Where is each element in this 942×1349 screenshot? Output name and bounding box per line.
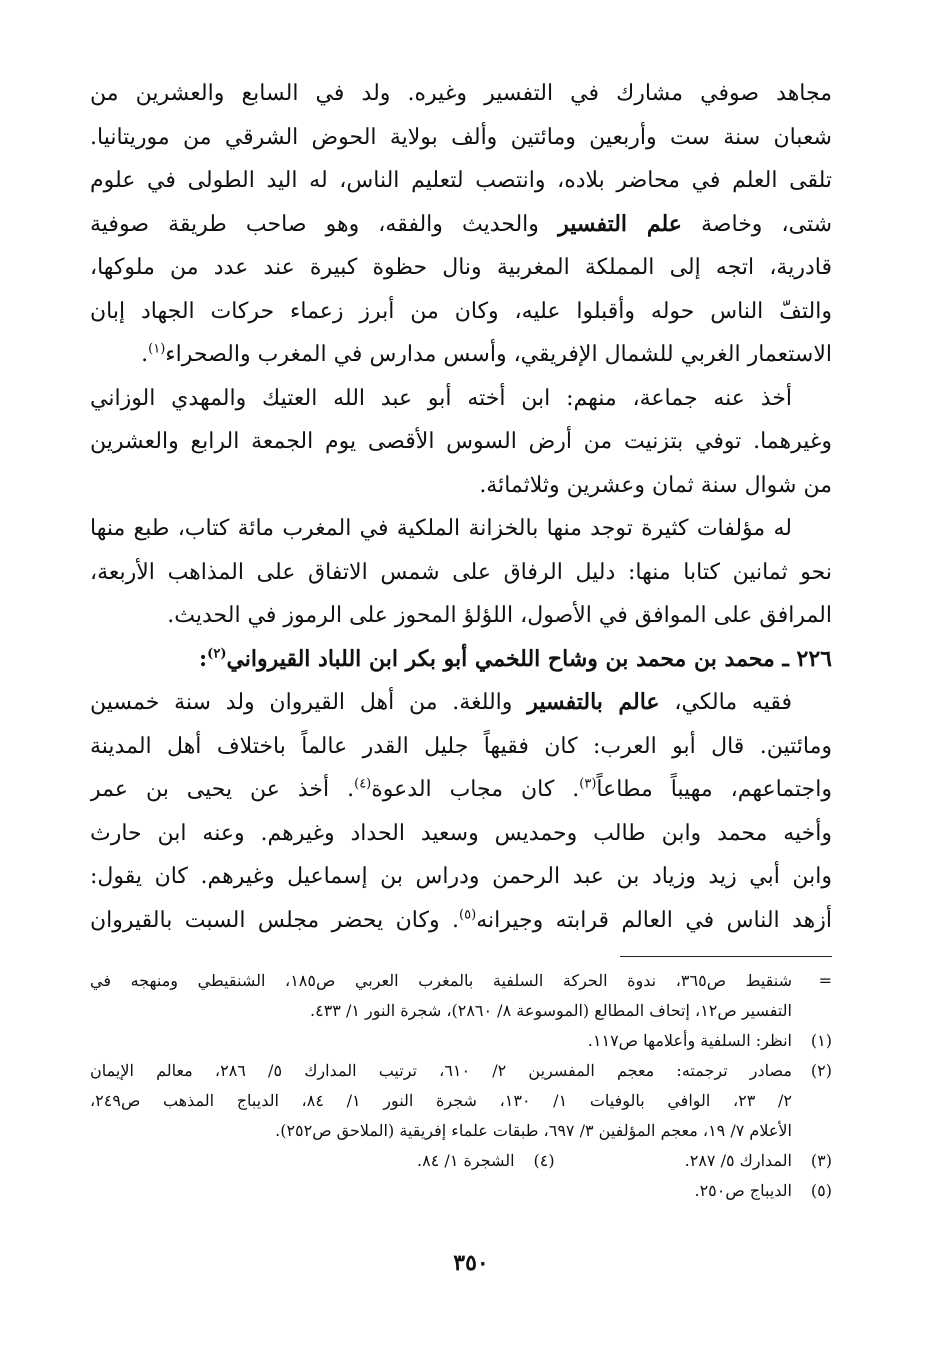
main-text xyxy=(90,72,832,942)
footnote-line: انظر: السلفية وأعلامها ص١١٧. xyxy=(587,1031,792,1050)
bold-term: عالم بالتفسير xyxy=(527,689,660,715)
footnote-ref: (٢) xyxy=(207,646,227,662)
footnote-text xyxy=(90,1176,792,1206)
text-line: وابن أبي زيد وزياد بن عبد الرحمن ودراس بن إسماعيل وغيرهم. كان يقول: xyxy=(90,864,832,889)
footnote-line: الديباج ص٢٥٠. xyxy=(694,1181,792,1200)
footnote-text: المدارك ٥/ ٢٨٧. xyxy=(684,1151,792,1170)
text-line: أخذ عنه جماعة، منهم: ابن أخته أبو عبد الله العتيك والمهدي الوزاني xyxy=(90,385,792,411)
footnote-marker: (٢) xyxy=(810,1061,832,1080)
footnote-ref: (٥) xyxy=(459,907,477,923)
text-span: . xyxy=(141,342,149,367)
footnote-marker: (٤) xyxy=(533,1151,555,1170)
text-line: مجاهد صوفي مشارك في التفسير وغيره. ولد في السابع والعشرين من xyxy=(90,81,832,106)
footnote-marker: (١) xyxy=(810,1031,832,1050)
text-line: ومائتين. قال أبو العرب: كان فقيهاً جليل القدر عالماً باختلاف أهل المدينة xyxy=(90,733,832,759)
text-span: فقيه مالكي، xyxy=(674,690,792,715)
footnote-divider xyxy=(620,956,832,957)
text-line xyxy=(90,203,832,247)
footnote-text xyxy=(90,1056,792,1146)
footnote-5 xyxy=(90,1176,832,1206)
text-line: المرافق على الموافق في الأصول، اللؤلؤ المحوز على الرموز في الحديث. xyxy=(167,603,832,628)
text-line xyxy=(90,681,832,725)
text-line: تلقى العلم في محاضر بلاده، وانتصب لتعليم الناس، له اليد الطولى في علوم xyxy=(90,168,832,193)
text-span: الاستعمار الغربي للشمال الإفريقي، وأسس مدارس في المغرب والصحراء xyxy=(165,342,832,367)
footnote-line: الأعلام ٧/ ١٩، معجم المؤلفين ٣/ ٦٩٧، طبقات علماء إفريقية (الملاحق ص٢٥٢). xyxy=(275,1121,792,1140)
footnote-line: مصادر ترجمته: معجم المفسرين ٢/ ٦١٠، ترتيب المدارك ٥/ ٢٨٦، معالم الإيمان xyxy=(90,1061,792,1080)
text-span: . وكان يحضر مجلس السبت بالقيروان xyxy=(90,907,460,933)
footnote-pair xyxy=(90,1146,832,1176)
text-line: والتفّ الناس حوله وأقبلوا عليه، وكان من أبرز زعماء حركات الجهاد إبان xyxy=(90,298,832,324)
text-span: واللغة. من أهل القيروان ولد سنة خمسين xyxy=(90,690,513,715)
text-line: نحو ثمانين كتابا منها: دليل الرفاق على شمس الاتفاق على المذاهب الأربعة، xyxy=(90,559,832,585)
footnote-1 xyxy=(90,1026,832,1056)
text-span: والحديث والفقه، وهو صاحب طريقة صوفية xyxy=(90,211,539,237)
footnote-ref: (٤) xyxy=(354,776,372,792)
text-line: شعبان سنة ست وأربعين ومائتين وألف بولاية الحوض الشرقي من موريتانيا. xyxy=(90,124,832,150)
footnote-line: شنقيط ص٣٦٥، ندوة الحركة السلفية بالمغرب العربي ص١٨٥، الشنقيطي ومنهجه في xyxy=(90,971,792,990)
entry-heading xyxy=(90,638,832,682)
text-line: وأخيه محمد وابن طالب وحمديس وسعيد الحداد وغيرهم. وعنه ابن حارث xyxy=(90,820,832,846)
text-span: . كان مجاب الدعوة xyxy=(371,777,580,802)
bold-term: علم التفسير xyxy=(558,210,682,237)
footnote-marker: (٣) xyxy=(810,1151,832,1170)
text-line xyxy=(90,899,832,943)
text-span: شتى، وخاصة xyxy=(701,211,832,237)
footnote-marker: (٥) xyxy=(810,1181,832,1200)
footnote-text xyxy=(90,966,792,1026)
text-span: . أخذ عن يحيى بن عمر xyxy=(90,777,355,802)
footnote-continuation xyxy=(90,966,832,1026)
footnote-3 xyxy=(685,1146,832,1176)
footnotes xyxy=(90,966,832,1206)
page-number: ٣٥٠ xyxy=(453,1250,489,1276)
entry-heading-colon: : xyxy=(199,645,208,672)
text-span: واجتماعهم، مهيباً مطاعاً xyxy=(596,777,832,802)
footnote-2 xyxy=(90,1056,832,1146)
text-line: من شوال سنة ثمان وعشرين وثلاثمائة. xyxy=(479,472,832,498)
text-line xyxy=(90,768,832,812)
footnote-marker: = xyxy=(818,971,832,990)
text-line xyxy=(90,333,832,377)
footnote-line: التفسير ص١٢، إتحاف المطالع (الموسوعة ٨/ ٢٨٦٠)، شجرة النور ١/ ٤٣٣. xyxy=(310,1001,792,1020)
footnote-text: الشجرة ١/ ٨٤. xyxy=(417,1151,515,1170)
text-line: وغيرهما. توفي بتزنيت من أرض السوس الأقصى يوم الجمعة الرابع والعشرين xyxy=(90,429,832,454)
footnote-4 xyxy=(417,1146,555,1176)
text-line: قادرية، اتجه إلى المملكة المغربية ونال حظوة كبيرة عند عدد من ملوكها، xyxy=(90,255,832,280)
text-span: أزهد الناس في العالم قرابته وجيرانه xyxy=(476,907,832,933)
footnote-text xyxy=(90,1026,792,1056)
entry-heading-text: ٢٢٦ ـ محمد بن محمد بن وشاح اللخمي أبو بكر ابن اللباد القيرواني xyxy=(226,645,832,672)
footnote-ref: (٣) xyxy=(579,776,597,792)
footnote-ref: (١) xyxy=(148,341,166,357)
footnote-line: ٢/ ٢٣، الوافي بالوفيات ١/ ١٣٠، شجرة النور ١/ ٨٤، الديباج المذهب ص٢٤٩، xyxy=(90,1091,792,1110)
text-line: له مؤلفات كثيرة توجد منها بالخزانة الملكية في المغرب مائة كتاب، طبع منها xyxy=(90,516,792,541)
